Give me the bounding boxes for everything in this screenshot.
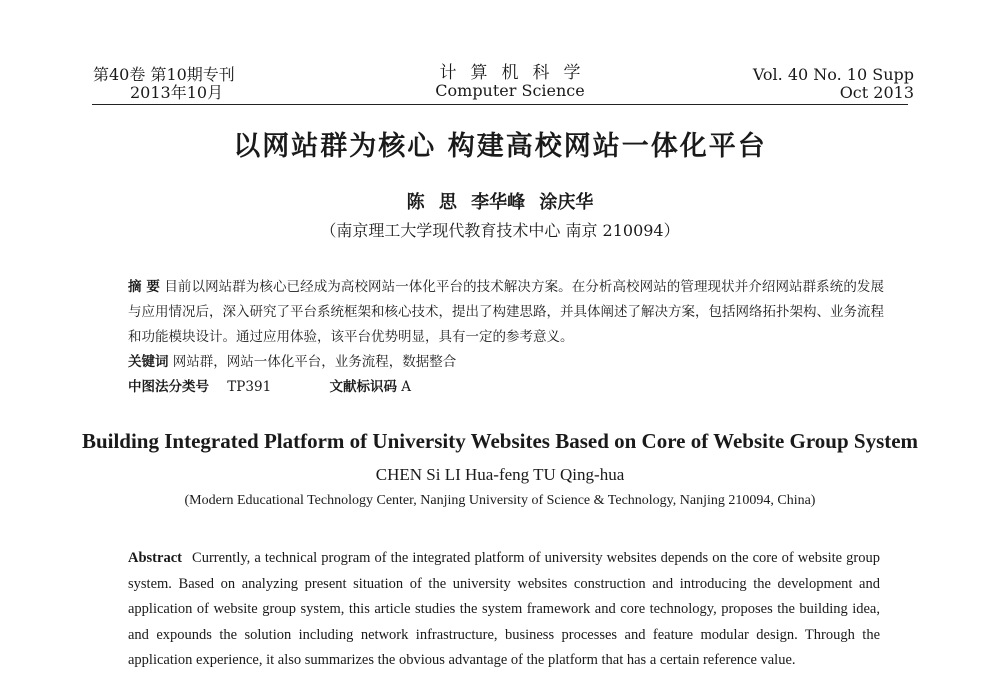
document-code-label: 文献标识码 xyxy=(329,379,397,395)
header-journal xyxy=(410,64,610,100)
abstract-en xyxy=(128,546,880,674)
classification-cn xyxy=(128,376,884,398)
volume-issue-cn: 第40卷 第10期专刊 xyxy=(93,65,235,84)
header-volume-cn xyxy=(93,66,235,102)
date-en: Oct 2013 xyxy=(839,83,914,102)
abstract-en-text: Currently, a technical program of the integrated platform of university websites depends on the core of website group system. Based on analyzing present situation of the university websites construction and introducing the development and application of website group system, this article studies the system framework and core technology, proposes the building idea, and expounds the solution including network infrastructure, business processes and feature modular design. Through the application experience, it also summarizes the obvious advantage of the platform that has a certain reference value. xyxy=(128,550,880,668)
keywords-cn-text: 网站群，网站一体化平台，业务流程，数据整合 xyxy=(172,354,457,370)
journal-name-en: Computer Science xyxy=(435,81,585,100)
keywords-cn xyxy=(128,351,884,373)
authors-en: CHEN Si LI Hua-feng TU Qing-hua xyxy=(375,465,625,484)
affiliation-cn: （南京理工大学现代教育技术中心 南京 210094） xyxy=(320,221,680,240)
header-volume-en xyxy=(753,66,914,102)
abstract-cn-text: 目前以网站群为核心已经成为高校网站一体化平台的技术解决方案。在分析高校网站的管理现状并介绍网站群系统的发展与应用情况后，深入研究了平台系统框架和核心技术，提出了构建思路，并具体阐述了解决方案，包括网络拓扑架构、业务流程和功能模块设计。通过应用体验，该平台优势明显，具有一定的参考意义。 xyxy=(128,279,885,345)
document-code: A xyxy=(401,379,411,395)
abstract-en-label: Abstract xyxy=(128,550,182,566)
classification-code: TP391 xyxy=(227,379,272,395)
abstract-cn-label: 摘 要 xyxy=(128,279,160,295)
volume-issue-en: Vol. 40 No. 10 Supp xyxy=(752,65,914,84)
date-cn: 2013年10月 xyxy=(130,83,224,102)
paper-title-en: Building Integrated Platform of University Websites Based on Core of Website Group System xyxy=(81,429,919,453)
authors-cn: 陈 思 李华峰 涂庆华 xyxy=(406,192,594,213)
keywords-cn-label: 关键词 xyxy=(128,354,169,370)
paper-title-cn: 以网站群为核心 构建高校网站一体化平台 xyxy=(233,131,767,162)
affiliation-en: (Modern Educational Technology Center, Nanjing University of Science & Technology, Nanjing 210094, China) xyxy=(184,493,816,508)
classification-label: 中图法分类号 xyxy=(128,379,209,395)
header-rule xyxy=(92,104,908,105)
abstract-cn xyxy=(128,275,884,350)
journal-name-cn: 计算机科学 xyxy=(439,63,595,83)
